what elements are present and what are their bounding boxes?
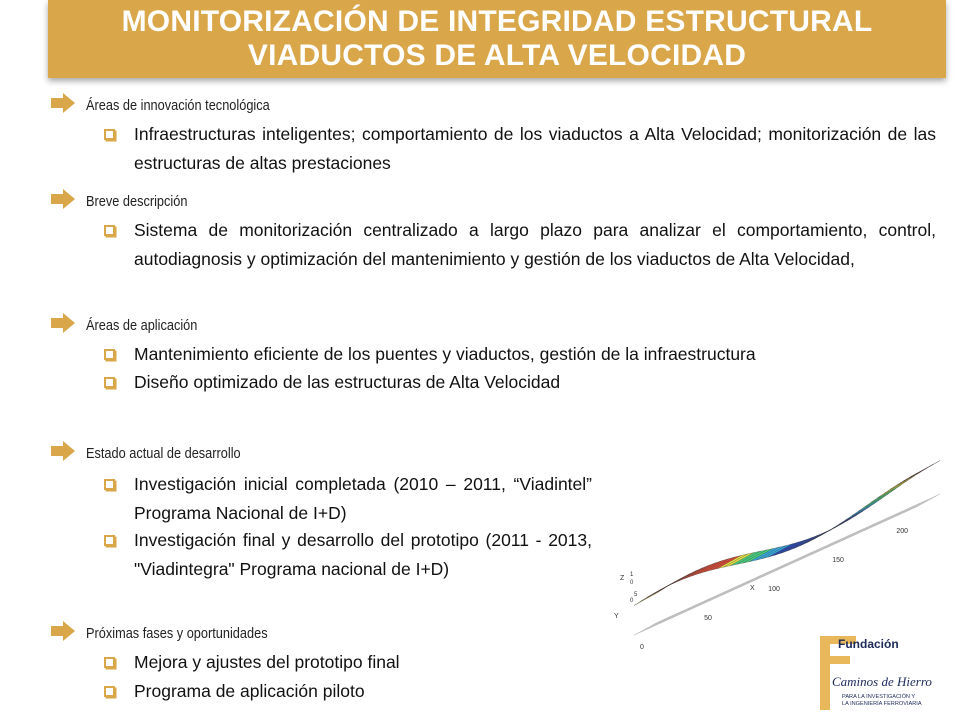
checkbox-bullet-icon [104,686,115,697]
checkbox-bullet-icon [104,225,115,236]
x-tick-label: 0 [640,644,644,652]
title-banner [48,0,946,78]
checkbox-bullet-icon [104,377,115,388]
section-label: Áreas de aplicación [86,318,198,334]
x-axis-label: X [750,585,755,592]
grid-line [650,498,932,626]
checkbox-bullet-icon [104,129,115,140]
grid-line [642,503,924,631]
x-tick-label: 150 [832,556,844,564]
bullet-item [104,216,936,274]
bullet-text: Mejora y ajustes del prototipo final [134,652,400,672]
bullet-text: Programa de aplicación piloto [134,681,365,701]
y-tick-label: 0 [630,598,634,604]
x-tick-label: 100 [768,586,780,594]
surface-patch [781,538,811,553]
z-tick-label: 0 [630,580,634,586]
section-heading-next [50,620,292,642]
arrow-right-icon [50,188,76,210]
logo-text-name: Caminos de Hierro [832,674,932,689]
logo-graphic [816,632,944,714]
arrow-right-icon [50,312,76,334]
arrow-right-icon [50,92,76,114]
section-heading-innovation [50,92,295,114]
bullet-item [104,648,604,677]
logo-text-fundacion: Fundación [838,637,899,651]
bullet-text: Mantenimiento eficiente de los puentes y viaductos, gestión de la infraestructura [134,344,756,364]
grid-line [646,501,928,629]
title-line-1: MONITORIZACIÓN DE INTEGRIDAD ESTRUCTURAL [121,5,873,38]
bullet-text: Investigación final y desarrollo del prototipo (2011 - 2013, "Viadintegra" Programa nacional de I+D) [134,530,592,579]
checkbox-bullet-icon [104,535,115,546]
bullet-item [104,470,592,528]
checkbox-bullet-icon [104,349,115,360]
grid-line [634,507,916,635]
grid-line [654,496,936,624]
x-tick-label: 50 [704,615,712,623]
arrow-right-icon [50,620,76,642]
x-tick-label: 200 [896,527,909,535]
section-label: Áreas de innovación tecnológica [86,98,270,114]
bullet-item [104,340,936,369]
section-heading-application [50,312,213,334]
arrow-right-icon [50,440,76,462]
grid-line [658,494,940,622]
surface-patch [685,563,715,579]
bullet-item [104,526,592,584]
z-axis-label: Z [620,575,625,582]
bullet-item [104,120,936,178]
fundacion-logo [816,632,944,714]
logo-text-sub2: LA INGENIERÍA FERROVIARIA [842,701,922,707]
bullet-text: Infraestructuras inteligentes; comportamiento de los viaductos a Alta Velocidad; monitorización de las estructuras de altas prestaciones [134,124,936,173]
bullet-item [104,368,936,397]
bullet-text: Investigación inicial completada (2010 – 2011, “Viadintel” Programa Nacional de I+D) [134,474,592,523]
section-heading-status [50,440,262,462]
bullet-item [104,677,604,706]
checkbox-bullet-icon [104,479,115,490]
section-label: Estado actual de desarrollo [86,446,241,462]
z-tick-label: 1 [630,572,634,578]
y-axis-label: Y [614,613,619,620]
checkbox-bullet-icon [104,657,115,668]
section-heading-description [50,188,201,210]
bullet-text: Diseño optimizado de las estructuras de Alta Velocidad [134,372,561,392]
section-label: Próximas fases y oportunidades [86,626,268,642]
surface-patch [910,461,940,478]
logo-text-sub1: PARA LA INVESTIGACIÓN Y [842,694,916,700]
section-label: Breve descripción [86,194,188,210]
title-line-2: VIADUCTOS DE ALTA VELOCIDAD [247,39,747,72]
bullet-text: Sistema de monitorización centralizado a largo plazo para analizar el comportamiento, control, autodiagnosis y optimización del mantenimiento y gestión de los viaductos de Alta Velocidad, [134,220,936,269]
y-tick-label: 5 [634,592,638,598]
grid-line [638,505,920,633]
